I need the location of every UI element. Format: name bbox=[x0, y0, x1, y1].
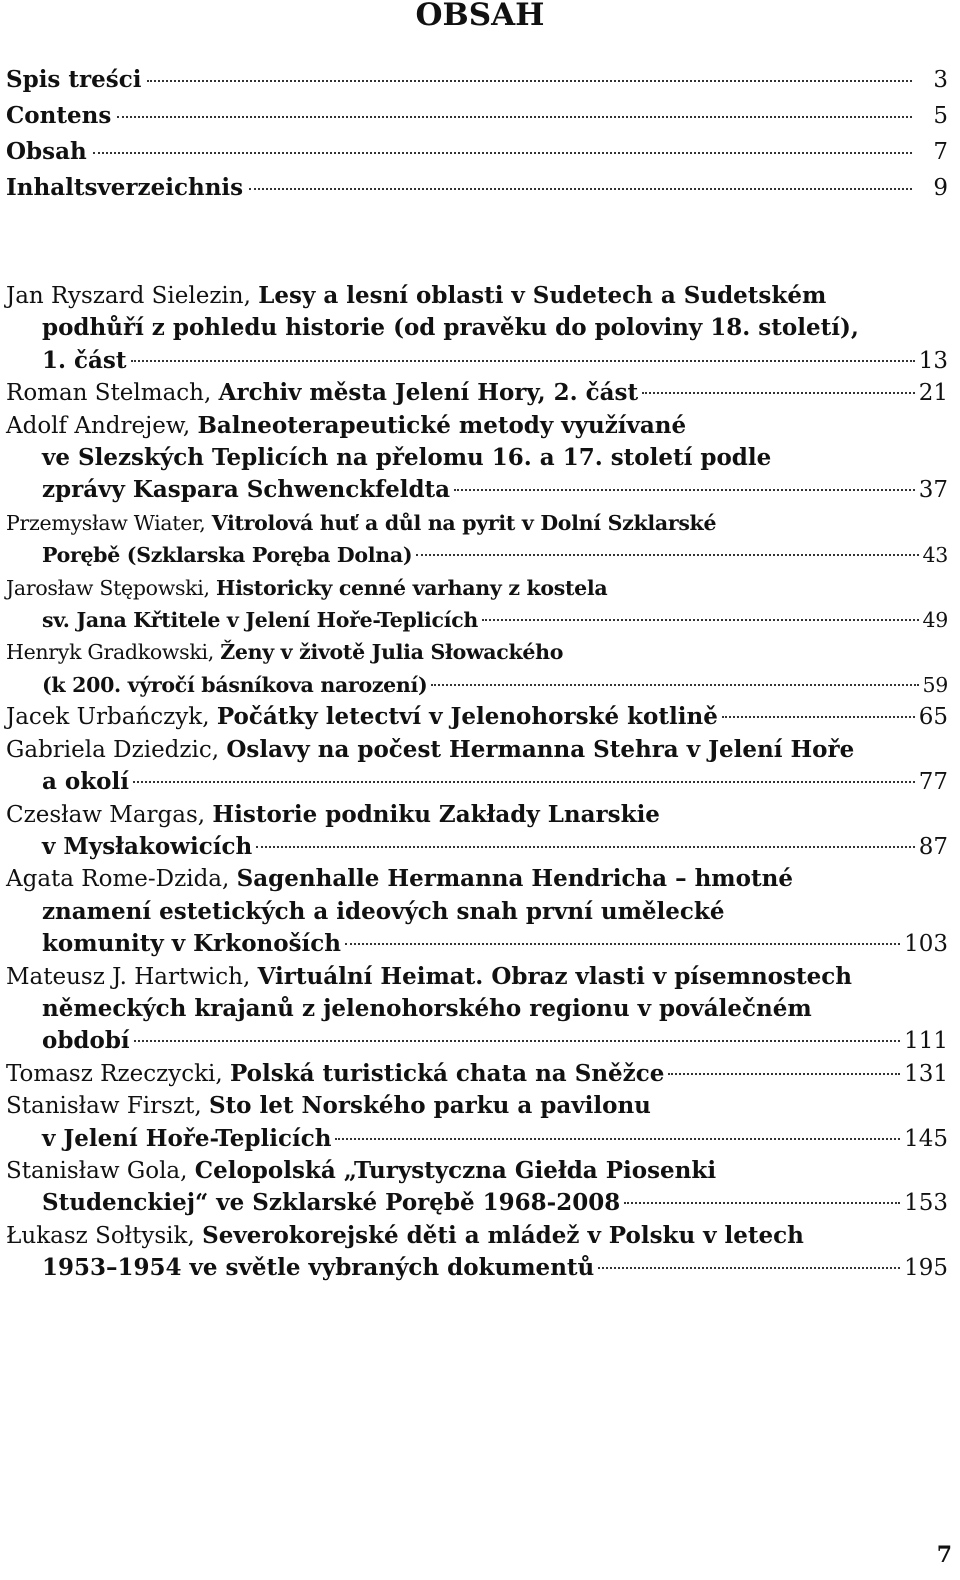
entry-title: Sagenhalle Hermanna Hendricha – hmotné bbox=[236, 865, 793, 893]
entry-last-line bbox=[6, 474, 948, 506]
entry-first-line bbox=[6, 799, 948, 831]
dot-leader bbox=[668, 1073, 900, 1075]
entry-first-line bbox=[6, 410, 948, 442]
entry-author: Czesław Margas, bbox=[6, 801, 206, 828]
toc-entry[interactable] bbox=[6, 701, 948, 733]
entry-first-line bbox=[6, 507, 948, 539]
summary-list bbox=[6, 66, 948, 210]
entry-author: Tomasz Rzeczycki, bbox=[6, 1060, 223, 1087]
entry-title: Lesy a lesní oblasti v Sudetech a Sudetském bbox=[258, 282, 827, 309]
entry-last-line bbox=[6, 1187, 948, 1219]
summary-page: 9 bbox=[933, 175, 948, 201]
entry-title: Vitrolová huť a důl na pyrit v Dolní Szklarské bbox=[211, 510, 717, 535]
entry-title-end: období bbox=[42, 1027, 130, 1055]
summary-row[interactable] bbox=[6, 138, 948, 174]
entry-author: Henryk Gradkowski, bbox=[6, 640, 214, 665]
toc-entry[interactable] bbox=[6, 280, 948, 377]
entry-title-end: zprávy Kaspara Schwenckfeldta bbox=[42, 476, 451, 504]
dot-leader bbox=[93, 152, 912, 154]
entry-page: 59 bbox=[922, 672, 948, 697]
entry-first-line bbox=[6, 734, 948, 766]
entry-page: 131 bbox=[904, 1060, 948, 1087]
dot-leader bbox=[335, 1138, 900, 1140]
dot-leader bbox=[134, 1040, 900, 1042]
entry-title-end: Počátky letectví v Jelenohorské kotlině bbox=[216, 703, 718, 731]
entry-title-end: 1953–1954 ve světle vybraných dokumentů bbox=[42, 1254, 595, 1282]
entry-last-line bbox=[6, 701, 948, 733]
entry-title-end: Polská turistická chata na Sněžce bbox=[230, 1059, 665, 1087]
dot-leader bbox=[249, 188, 912, 190]
entry-page: 153 bbox=[904, 1190, 948, 1217]
dot-leader bbox=[624, 1202, 900, 1204]
toc-entries bbox=[6, 280, 948, 1285]
entry-author: Jan Ryszard Sielezin, bbox=[6, 283, 251, 309]
entry-author: Jarosław Stępowski, bbox=[6, 575, 210, 600]
entry-last-line bbox=[6, 1058, 948, 1090]
entry-author: Mateusz J. Hartwich, bbox=[6, 963, 251, 990]
entry-first-line bbox=[6, 1155, 948, 1187]
entry-first-line bbox=[6, 863, 948, 895]
summary-label: Inhaltsverzeichnis bbox=[6, 174, 244, 201]
entry-title-end: Porębě (Szklarska Poręba Dolna) bbox=[42, 543, 413, 568]
entry-author: Łukasz Sołtysik, bbox=[6, 1222, 195, 1249]
summary-page: 7 bbox=[933, 139, 948, 165]
entry-title: Celopolská „Turystyczna Giełda Piosenki bbox=[194, 1156, 717, 1184]
dot-leader bbox=[133, 781, 915, 783]
summary-page: 5 bbox=[933, 103, 948, 129]
entry-title-end: komunity v Krkonoších bbox=[42, 930, 342, 958]
entry-page: 87 bbox=[918, 833, 948, 860]
toc-entry[interactable] bbox=[6, 507, 948, 572]
entry-last-line bbox=[6, 345, 948, 377]
entry-page: 145 bbox=[904, 1125, 948, 1152]
summary-label: Obsah bbox=[6, 138, 87, 165]
entry-author: Agata Rome-Dzida, bbox=[6, 866, 230, 893]
entry-title: Oslavy na počest Hermanna Stehra v Jelení Hoře bbox=[226, 735, 855, 763]
entry-first-line bbox=[6, 1090, 948, 1122]
dot-leader bbox=[416, 554, 918, 556]
entry-title: Balneoterapeutické metody využívané bbox=[197, 411, 687, 439]
entry-first-line bbox=[6, 961, 948, 993]
toc-entry[interactable] bbox=[6, 1058, 948, 1090]
entry-first-line bbox=[6, 280, 948, 312]
entry-last-line bbox=[6, 669, 948, 701]
entry-title: Virtuální Heimat. Obraz vlasti v písemnostech bbox=[257, 962, 852, 990]
entry-title-cont: znamení estetických a ideových snah první umělecké bbox=[42, 897, 725, 925]
dot-leader bbox=[131, 360, 915, 362]
entry-author: Gabriela Dziedzic, bbox=[6, 736, 220, 763]
toc-entry[interactable] bbox=[6, 377, 948, 409]
entry-title: Sto let Norského parku a pavilonu bbox=[208, 1092, 651, 1120]
entry-title-cont: německých krajanů z jelenohorského regionu v poválečném bbox=[42, 994, 812, 1022]
toc-entry[interactable] bbox=[6, 636, 948, 701]
entry-last-line bbox=[6, 377, 948, 409]
entry-title-end: Studenckiej“ ve Szklarské Porębě 1968-2008 bbox=[42, 1189, 621, 1217]
toc-entry[interactable] bbox=[6, 1155, 948, 1220]
entry-last-line bbox=[6, 604, 948, 636]
entry-page: 37 bbox=[918, 477, 948, 504]
entry-page: 65 bbox=[918, 704, 948, 731]
entry-title-cont: podhůří z pohledu historie (od pravěku do poloviny 18. století), bbox=[42, 314, 859, 342]
toc-entry[interactable] bbox=[6, 572, 948, 637]
entry-page: 77 bbox=[918, 769, 948, 796]
entry-title-end: v Jelení Hoře-Teplicích bbox=[42, 1124, 332, 1152]
entry-last-line bbox=[6, 831, 948, 863]
toc-entry[interactable] bbox=[6, 1220, 948, 1285]
entry-author: Roman Stelmach, bbox=[6, 380, 212, 407]
entry-author: Stanisław Gola, bbox=[6, 1157, 188, 1184]
dot-leader bbox=[642, 392, 915, 394]
entry-page: 103 bbox=[904, 931, 948, 958]
entry-title-end: sv. Jana Křtitele v Jelení Hoře-Teplicích bbox=[42, 608, 478, 633]
entry-title-end: 1. část bbox=[42, 346, 127, 374]
entry-title-end: a okolí bbox=[42, 768, 130, 796]
dot-leader bbox=[482, 619, 919, 621]
dot-leader bbox=[117, 116, 912, 118]
entry-last-line bbox=[6, 1025, 948, 1057]
entry-title: Historie podniku Zakłady Lnarskie bbox=[212, 800, 660, 828]
entry-last-line bbox=[6, 928, 948, 960]
summary-label: Spis treści bbox=[6, 66, 142, 93]
dot-leader bbox=[431, 684, 918, 686]
entry-page: 49 bbox=[922, 608, 948, 633]
entry-title: Historicky cenné varhany z kostela bbox=[216, 575, 608, 600]
entry-first-line bbox=[6, 636, 948, 668]
entry-title-end: Archiv města Jelení Hory, 2. část bbox=[218, 379, 639, 407]
toc-entry[interactable] bbox=[6, 734, 948, 799]
toc-entry[interactable] bbox=[6, 799, 948, 864]
summary-label: Contens bbox=[6, 102, 112, 129]
entry-title-end: v Mysłakowicích bbox=[42, 832, 253, 860]
toc-entry[interactable] bbox=[6, 961, 948, 1058]
entry-title-end: (k 200. výročí básníkova narození) bbox=[42, 672, 428, 697]
entry-first-line bbox=[6, 1220, 948, 1252]
dot-leader bbox=[256, 846, 915, 848]
entry-author: Adolf Andrejew, bbox=[6, 412, 191, 439]
entry-page: 195 bbox=[904, 1255, 948, 1282]
summary-row[interactable] bbox=[6, 102, 948, 138]
toc-entry[interactable] bbox=[6, 410, 948, 507]
entry-page: 21 bbox=[918, 380, 948, 407]
page-title: OBSAH bbox=[415, 0, 545, 33]
entry-author: Jacek Urbańczyk, bbox=[6, 704, 210, 731]
dot-leader bbox=[147, 80, 912, 82]
entry-last-line bbox=[6, 539, 948, 571]
dot-leader bbox=[598, 1267, 900, 1269]
entry-title: Ženy v životě Julia Słowackého bbox=[220, 640, 564, 665]
summary-row[interactable] bbox=[6, 66, 948, 102]
entry-last-line bbox=[6, 766, 948, 798]
entry-title-cont: ve Slezských Teplicích na přelomu 16. a 17. století podle bbox=[42, 444, 772, 472]
dot-leader bbox=[454, 489, 915, 491]
entry-title: Severokorejské děti a mládež v Polsku v letech bbox=[202, 1221, 804, 1249]
summary-row[interactable] bbox=[6, 174, 948, 210]
entry-last-line bbox=[6, 1123, 948, 1155]
dot-leader bbox=[722, 716, 915, 718]
toc-entry[interactable] bbox=[6, 863, 948, 960]
entry-page: 43 bbox=[922, 543, 948, 568]
entry-page: 111 bbox=[904, 1028, 948, 1055]
entry-first-line bbox=[6, 572, 948, 604]
entry-author: Przemysław Wiater, bbox=[6, 510, 206, 535]
entry-author: Stanisław Firszt, bbox=[6, 1093, 202, 1120]
entry-last-line bbox=[6, 1252, 948, 1284]
toc-entry[interactable] bbox=[6, 1090, 948, 1155]
entry-page: 13 bbox=[918, 347, 948, 374]
dot-leader bbox=[345, 943, 900, 945]
page-number: 7 bbox=[936, 1542, 952, 1568]
summary-page: 3 bbox=[933, 67, 948, 93]
